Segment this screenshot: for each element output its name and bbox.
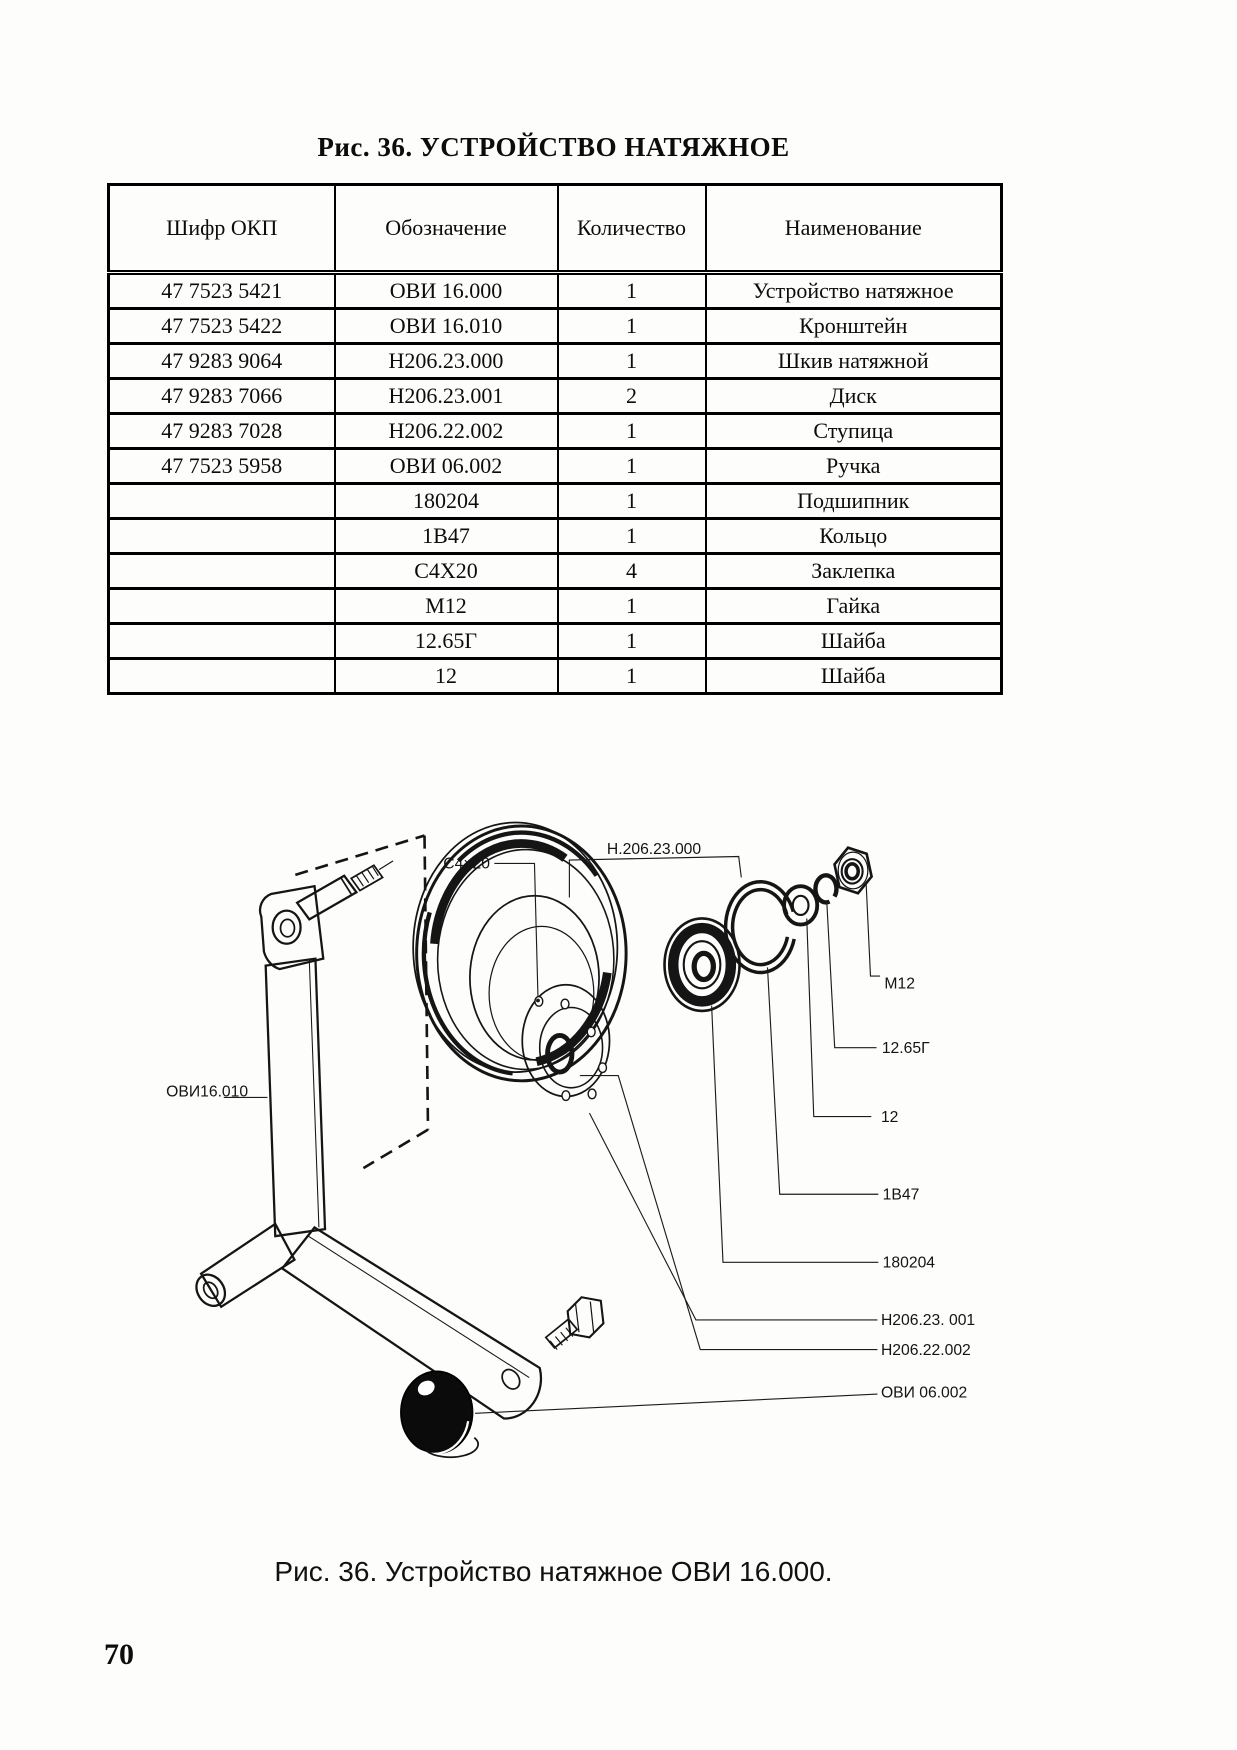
nut-thread-hole xyxy=(846,864,858,879)
table-cell: Заклепка xyxy=(706,554,1002,589)
table-cell: 1В47 xyxy=(335,519,558,554)
snap-ring xyxy=(726,882,795,973)
table-cell: Гайка xyxy=(706,589,1002,624)
table-cell: 180204 xyxy=(335,484,558,519)
table-row xyxy=(109,484,1002,519)
flat-washer xyxy=(784,886,817,924)
table-cell: Шайба xyxy=(706,624,1002,659)
leader-1v47 xyxy=(767,967,878,1194)
table-row xyxy=(109,344,1002,379)
label-ovi06-002: ОВИ 06.002 xyxy=(880,1384,968,1402)
table-cell: Подшипник xyxy=(706,484,1002,519)
leader-12-65g xyxy=(827,903,877,1048)
column-header: Обозначение xyxy=(335,185,558,273)
table-cell xyxy=(109,589,335,624)
table-cell xyxy=(109,624,335,659)
leader-12 xyxy=(807,918,872,1116)
table-cell xyxy=(109,519,335,554)
label-c4x20: С4×20 xyxy=(443,855,490,873)
arm-hole xyxy=(499,1366,524,1392)
table-cell: Шайба xyxy=(706,659,1002,694)
table-row xyxy=(109,449,1002,484)
table-cell: 47 7523 5958 xyxy=(109,449,335,484)
table-cell: 1 xyxy=(558,589,706,624)
label-ovi16-010: ОВИ16.010 xyxy=(166,1083,249,1101)
table-cell: 12 xyxy=(335,659,558,694)
figure-caption: Рис. 36. Устройство натяжное ОВИ 16.000. xyxy=(274,1556,833,1587)
leader-ovi06-002 xyxy=(475,1394,877,1413)
label-12: 12 xyxy=(880,1108,899,1126)
spring-washer xyxy=(815,875,836,902)
parts-table xyxy=(107,183,1003,695)
table-cell: 1 xyxy=(558,484,706,519)
tensioner-diagram xyxy=(140,690,1100,1510)
table-cell xyxy=(109,659,335,694)
plate-boss xyxy=(273,911,301,944)
parts-table-body xyxy=(109,273,1002,694)
column-header: Количество xyxy=(558,185,706,273)
table-cell: 47 9283 9064 xyxy=(109,344,335,379)
table-row xyxy=(109,624,1002,659)
table-cell: Ручка xyxy=(706,449,1002,484)
table-cell: С4Х20 xyxy=(335,554,558,589)
table-cell: 47 9283 7028 xyxy=(109,414,335,449)
bracket-arm xyxy=(191,861,541,1419)
table-cell: 1 xyxy=(558,414,706,449)
label-m12: М12 xyxy=(884,975,915,993)
exploded-view-figure xyxy=(140,690,1100,1510)
page-number: 70 xyxy=(104,1638,134,1671)
header-row xyxy=(109,185,1002,273)
table-cell: Н206.22.002 xyxy=(335,414,558,449)
handle-knob xyxy=(401,1371,478,1457)
table-cell: М12 xyxy=(335,589,558,624)
table-cell: 1 xyxy=(558,344,706,379)
table-cell: Устройство натяжное xyxy=(706,273,1002,309)
table-cell: Шкив натяжной xyxy=(706,344,1002,379)
table-cell: 1 xyxy=(558,449,706,484)
plate-boss-hole xyxy=(281,919,295,936)
table-cell xyxy=(109,554,335,589)
label-180204: 180204 xyxy=(882,1254,936,1272)
leader-h206-23-001 xyxy=(589,1113,877,1320)
table-row xyxy=(109,309,1002,344)
label-h206-23-001: Н206.23. 001 xyxy=(880,1312,976,1330)
table-cell: Диск xyxy=(706,379,1002,414)
table-cell: Кольцо xyxy=(706,519,1002,554)
table-cell: 47 7523 5421 xyxy=(109,273,335,309)
label-1v47: 1В47 xyxy=(882,1186,920,1204)
table-cell xyxy=(109,484,335,519)
table-cell: ОВИ 06.002 xyxy=(335,449,558,484)
label-12-65g: 12.65Г xyxy=(881,1039,930,1057)
table-row xyxy=(109,273,1002,309)
bearing-bore xyxy=(694,953,713,979)
table-cell: Кронштейн xyxy=(706,309,1002,344)
table-cell: 12.65Г xyxy=(335,624,558,659)
table-cell: 47 9283 7066 xyxy=(109,379,335,414)
table-cell: Н206.23.001 xyxy=(335,379,558,414)
column-header: Шифр ОКП xyxy=(109,185,335,273)
parts-table-header xyxy=(109,185,1002,273)
table-row xyxy=(109,554,1002,589)
table-cell: 1 xyxy=(558,309,706,344)
table-row xyxy=(109,589,1002,624)
table-cell: Ступица xyxy=(706,414,1002,449)
table-row xyxy=(109,379,1002,414)
label-h206-22-002: Н206.22.002 xyxy=(880,1341,971,1359)
table-cell: ОВИ 16.000 xyxy=(335,273,558,309)
table-cell: 1 xyxy=(558,659,706,694)
table-cell: Н206.23.000 xyxy=(335,344,558,379)
page-title: Рис. 36. УСТРОЙСТВО НАТЯЖНОЕ xyxy=(317,132,790,162)
leader-180204 xyxy=(712,1006,879,1263)
table-cell: 47 7523 5422 xyxy=(109,309,335,344)
pulley-face xyxy=(470,896,599,1060)
table-cell: 1 xyxy=(558,519,706,554)
table-cell: 4 xyxy=(558,554,706,589)
bolt xyxy=(546,1297,604,1349)
hub-with-bearing xyxy=(665,918,740,1011)
column-header: Наименование xyxy=(706,185,1002,273)
table-cell: 2 xyxy=(558,379,706,414)
leader-m12 xyxy=(866,883,880,976)
table-row xyxy=(109,659,1002,694)
table-row xyxy=(109,414,1002,449)
table-cell: 1 xyxy=(558,624,706,659)
stud-shaft xyxy=(297,876,356,920)
table-cell: ОВИ 16.010 xyxy=(335,309,558,344)
table-cell: 1 xyxy=(558,273,706,309)
table-row xyxy=(109,519,1002,554)
leader-c4x20 xyxy=(494,863,538,997)
label-h206-23-000: Н.206.23.000 xyxy=(606,840,702,858)
